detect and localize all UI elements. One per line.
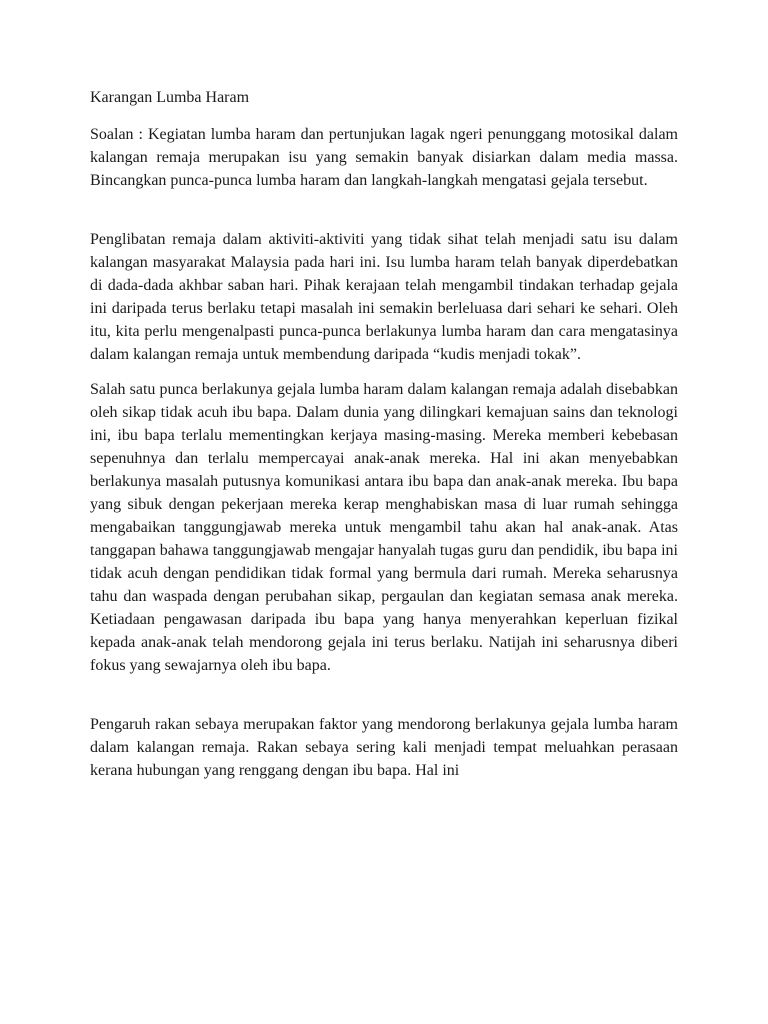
document-page bbox=[90, 86, 678, 782]
paragraph-introduction: Penglibatan remaja dalam aktiviti-aktiviti yang tidak sihat telah menjadi satu isu dalam kalangan masyarakat Malaysia pada hari ini. Isu lumba haram telah banyak diperdebatkan di dada-dada akhbar saban hari. Pihak kerajaan telah mengambil tindakan terhadap gejala ini daripada terus berlaku tetapi masalah ini semakin berleluasa dari sehari ke sehari. Oleh itu, kita perlu mengenalpasti punca-punca berlakunya lumba haram dan cara mengatasinya dalam kalangan remaja untuk membendung daripada “kudis menjadi tokak”. bbox=[90, 231, 678, 363]
essay-question: Soalan : Kegiatan lumba haram dan pertunjukan lagak ngeri penunggang motosikal dalam kalangan remaja merupakan isu yang semakin banyak disiarkan dalam media massa. Bincangkan punca-punca lumba haram dan langkah-langkah mengatasi gejala tersebut. bbox=[90, 126, 678, 189]
paragraph-peer-influence: Pengaruh rakan sebaya merupakan faktor yang mendorong berlakunya gejala lumba haram dalam kalangan remaja. Rakan sebaya sering kali menjadi tempat meluahkan perasaan kerana hubungan yang renggang dengan ibu bapa. Hal ini bbox=[90, 716, 678, 779]
paragraph-parents-attitude: Salah satu punca berlakunya gejala lumba haram dalam kalangan remaja adalah disebabkan oleh sikap tidak acuh ibu bapa. Dalam dunia yang dilingkari kemajuan sains dan teknologi ini, ibu bapa terlalu mementingkan kerjaya masing-masing. Mereka memberi kebebasan sepenuhnya dan terlalu mempercayai anak-anak mereka. Hal ini akan menyebabkan berlakunya masalah putusnya komunikasi antara ibu bapa dan anak-anak mereka. Ibu bapa yang sibuk dengan pekerjaan mereka kerap menghabiskan masa di luar rumah sehingga mengabaikan tanggungjawab mereka untuk mengambil tahu akan hal anak-anak. Atas tanggapan bahawa tanggungjawab mengajar hanyalah tugas guru dan pendidik, ibu bapa ini tidak acuh dengan pendidikan tidak formal yang bermula dari rumah. Mereka seharusnya tahu dan waspada dengan perubahan sikap, pergaulan dan kegiatan semasa anak mereka. Ketiadaan pengawasan daripada ibu bapa yang hanya menyerahkan keperluan fizikal kepada anak-anak telah mendorong gejala ini terus berlaku. Natijah ini seharusnya diberi fokus yang sewajarnya oleh ibu bapa. bbox=[90, 381, 678, 674]
document-title: Karangan Lumba Haram bbox=[90, 89, 250, 106]
